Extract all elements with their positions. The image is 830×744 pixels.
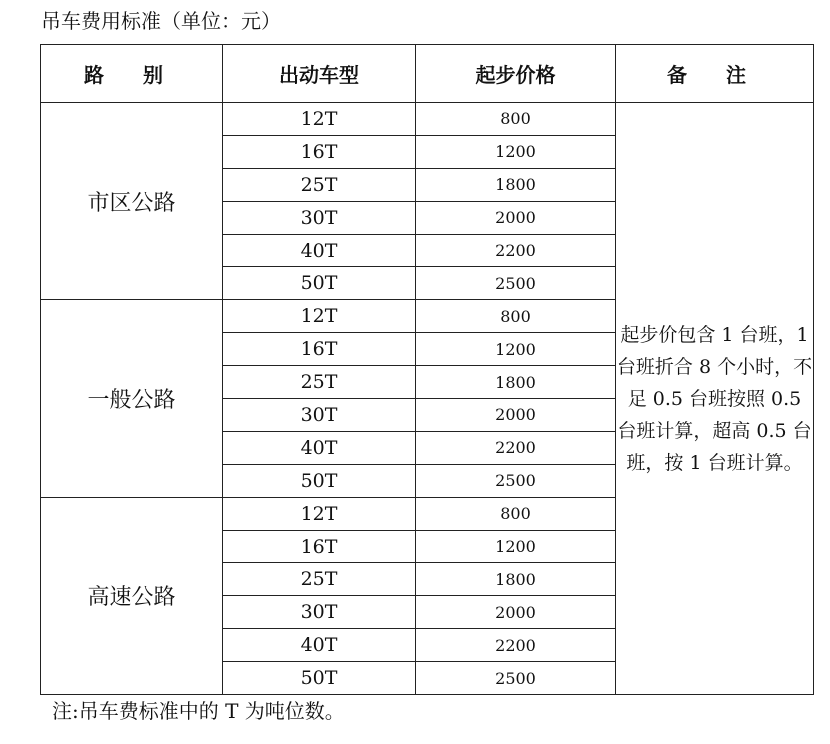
vehicle-type-cell: 25T	[223, 366, 416, 399]
vehicle-type-cell: 40T	[223, 431, 416, 464]
vehicle-type-cell: 40T	[223, 234, 416, 267]
start-price-cell: 2000	[416, 596, 616, 629]
vehicle-type-cell: 12T	[223, 103, 416, 136]
vehicle-type-cell: 50T	[223, 464, 416, 497]
road-type-cell: 市区公路	[41, 103, 223, 300]
table-caption: 吊车费用标准（单位：元）	[41, 9, 281, 33]
table-row	[41, 103, 814, 136]
start-price-cell: 2000	[416, 201, 616, 234]
start-price-cell: 2200	[416, 431, 616, 464]
vehicle-type-cell: 30T	[223, 399, 416, 432]
start-price-cell: 2200	[416, 234, 616, 267]
vehicle-type-cell: 16T	[223, 530, 416, 563]
vehicle-type-cell: 30T	[223, 201, 416, 234]
start-price-cell: 1200	[416, 135, 616, 168]
vehicle-type-cell: 12T	[223, 300, 416, 333]
footnote: 注:吊车费标准中的 T 为吨位数。	[52, 699, 345, 723]
header-remark: 备 注	[616, 45, 814, 103]
start-price-cell: 1200	[416, 333, 616, 366]
table-body	[41, 103, 814, 695]
start-price-cell: 1800	[416, 366, 616, 399]
start-price-cell: 800	[416, 497, 616, 530]
vehicle-type-cell: 40T	[223, 629, 416, 662]
start-price-cell: 1200	[416, 530, 616, 563]
start-price-cell: 2000	[416, 399, 616, 432]
header-vehicle: 出动车型	[223, 45, 416, 103]
header-road: 路 别	[41, 45, 223, 103]
vehicle-type-cell: 16T	[223, 135, 416, 168]
crane-fee-table	[40, 44, 814, 695]
start-price-cell: 800	[416, 300, 616, 333]
road-type-cell: 一般公路	[41, 300, 223, 497]
start-price-cell: 2500	[416, 267, 616, 300]
road-type-cell: 高速公路	[41, 497, 223, 694]
vehicle-type-cell: 50T	[223, 267, 416, 300]
vehicle-type-cell: 16T	[223, 333, 416, 366]
vehicle-type-cell: 25T	[223, 563, 416, 596]
start-price-cell: 1800	[416, 563, 616, 596]
vehicle-type-cell: 25T	[223, 168, 416, 201]
start-price-cell: 2200	[416, 629, 616, 662]
header-row	[41, 45, 814, 103]
start-price-cell: 800	[416, 103, 616, 136]
vehicle-type-cell: 50T	[223, 662, 416, 695]
vehicle-type-cell: 12T	[223, 497, 416, 530]
remark-cell: 起步价包含 1 台班，1 台班折合 8 个小时，不足 0.5 台班按照 0.5 台班计算，超高 0.5 台班，按 1 台班计算。	[616, 103, 814, 695]
start-price-cell: 2500	[416, 662, 616, 695]
header-price: 起步价格	[416, 45, 616, 103]
vehicle-type-cell: 30T	[223, 596, 416, 629]
start-price-cell: 2500	[416, 464, 616, 497]
start-price-cell: 1800	[416, 168, 616, 201]
